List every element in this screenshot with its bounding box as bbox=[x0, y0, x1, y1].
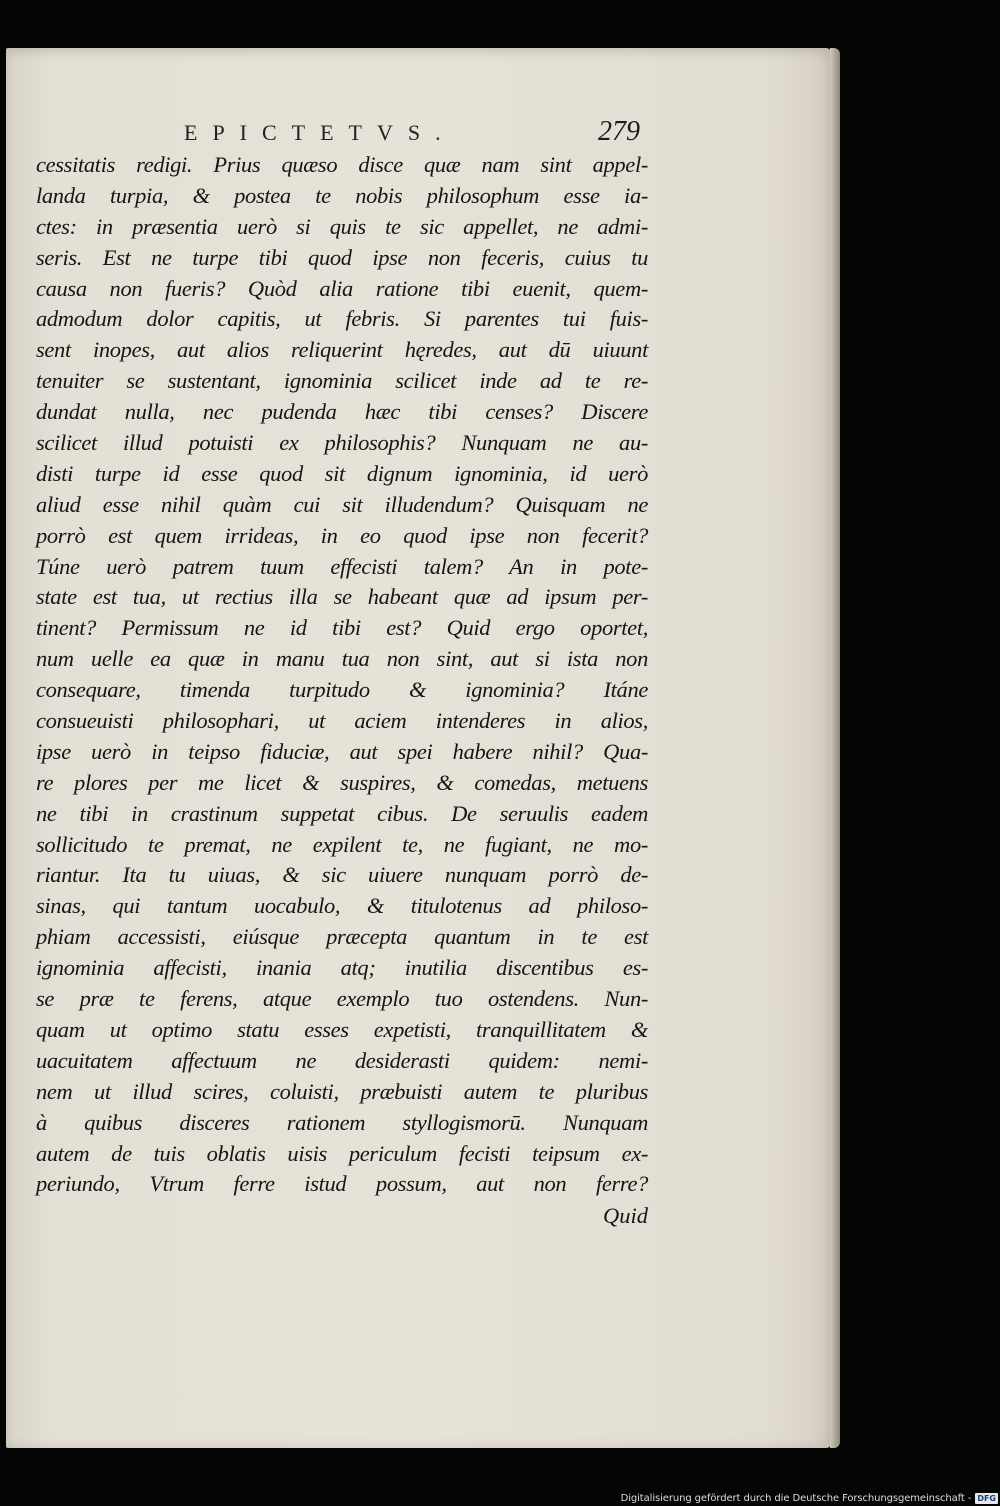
text-line: quam ut optimo statu esses expetisti, tranquillitatem & bbox=[36, 1016, 648, 1042]
footer-credit-bar bbox=[621, 1490, 1000, 1506]
text-line: periundo, Vtrum ferre istud possum, aut non ferre? bbox=[36, 1171, 648, 1197]
text-line: tinent? Permissum ne id tibi est? Quid ergo oportet, bbox=[36, 615, 648, 641]
text-line: seris. Est ne turpe tibi quod ipse non feceris, cuius tu bbox=[36, 244, 648, 270]
text-line: porrò est quem irrideas, in eo quod ipse non fecerit? bbox=[36, 522, 648, 548]
text-line: nem ut illud scires, coluisti, præbuisti autem te pluribus bbox=[36, 1078, 648, 1104]
text-line: ne tibi in crastinum suppetat cibus. De seruulis eadem bbox=[36, 800, 648, 826]
text-line: consueuisti philosophari, ut aciem intenderes in alios, bbox=[36, 708, 648, 734]
text-line: se præ te ferens, atque exemplo tuo ostendens. Nun- bbox=[36, 986, 648, 1012]
text-line: state est tua, ut rectius illa se habeant quæ ad ipsum per- bbox=[36, 584, 648, 610]
text-line: cessitatis redigi. Prius quæso disce quæ nam sint appel- bbox=[36, 152, 648, 177]
text-line: scilicet illud potuisti ex philosophis? Nunquam ne au- bbox=[36, 430, 648, 456]
funding-credit: Digitalisierung gefördert durch die Deutsche Forschungsgemeinschaft - bbox=[620, 1492, 972, 1504]
text-line: ipse uerò in teipso fiduciæ, aut spei habere nihil? Qua- bbox=[36, 738, 648, 764]
text-line: causa non fueris? Quòd alia ratione tibi euenit, quem- bbox=[36, 275, 648, 301]
book-page bbox=[6, 48, 832, 1448]
text-line: Túne uerò patrem tuum effecisti talem? An in pote- bbox=[36, 553, 648, 579]
text-line: sollicitudo te premat, ne expilent te, ne fugiant, ne mo- bbox=[36, 831, 648, 857]
page-number: 279 bbox=[598, 116, 640, 147]
page-edge bbox=[830, 48, 840, 1448]
text-line: landa turpia, & postea te nobis philosophum esse ia- bbox=[36, 182, 648, 208]
running-head: EPICTETVS. bbox=[184, 120, 456, 145]
catchword: Quid bbox=[603, 1203, 648, 1229]
text-line: ignominia affecisti, inania atq; inutilia discentibus es- bbox=[36, 955, 648, 981]
text-line: consequare, timenda turpitudo & ignominia? Itáne bbox=[36, 677, 648, 703]
text-line: dundat nulla, nec pudenda hæc tibi censes? Discere bbox=[36, 399, 648, 425]
text-line: tenuiter se sustentant, ignominia scilicet inde ad te re- bbox=[36, 368, 648, 394]
text-line: ctes: in præsentia uerò si quis te sic appellet, ne admi- bbox=[36, 213, 648, 239]
catchword-row bbox=[36, 1200, 648, 1232]
dfg-logo-icon: DFG bbox=[977, 1493, 996, 1503]
text-line: disti turpe id esse quod sit dignum ignominia, id uerò bbox=[36, 460, 648, 486]
text-line: autem de tuis oblatis uisis periculum fecisti teipsum ex- bbox=[36, 1140, 648, 1166]
text-line: aliud esse nihil quàm cui sit illudendum? Quisquam ne bbox=[36, 491, 648, 517]
text-line: num uelle ea quæ in manu tua non sint, aut si ista non bbox=[36, 646, 648, 672]
text-line: admodum dolor capitis, ut febris. Si parentes tui fuis- bbox=[36, 306, 648, 332]
text-line: uacuitatem affectuum ne desiderasti quidem: nemi- bbox=[36, 1047, 648, 1073]
text-line: phiam accessisti, eiúsque præcepta quantum in te est bbox=[36, 924, 648, 950]
text-line: à quibus disceres rationem styllogismorū. Nunquam bbox=[36, 1109, 648, 1135]
text-block bbox=[36, 150, 648, 1232]
text-line: sinas, qui tantum uocabulo, & titulotenus ad philoso- bbox=[36, 893, 648, 919]
text-line: sent inopes, aut alios reliquerint hęredes, aut dū uiuunt bbox=[36, 337, 648, 363]
text-line: re plores per me licet & suspires, & comedas, metuens bbox=[36, 769, 648, 795]
text-line: riantur. Ita tu uiuas, & sic uiuere nunquam porrò de- bbox=[36, 862, 648, 888]
